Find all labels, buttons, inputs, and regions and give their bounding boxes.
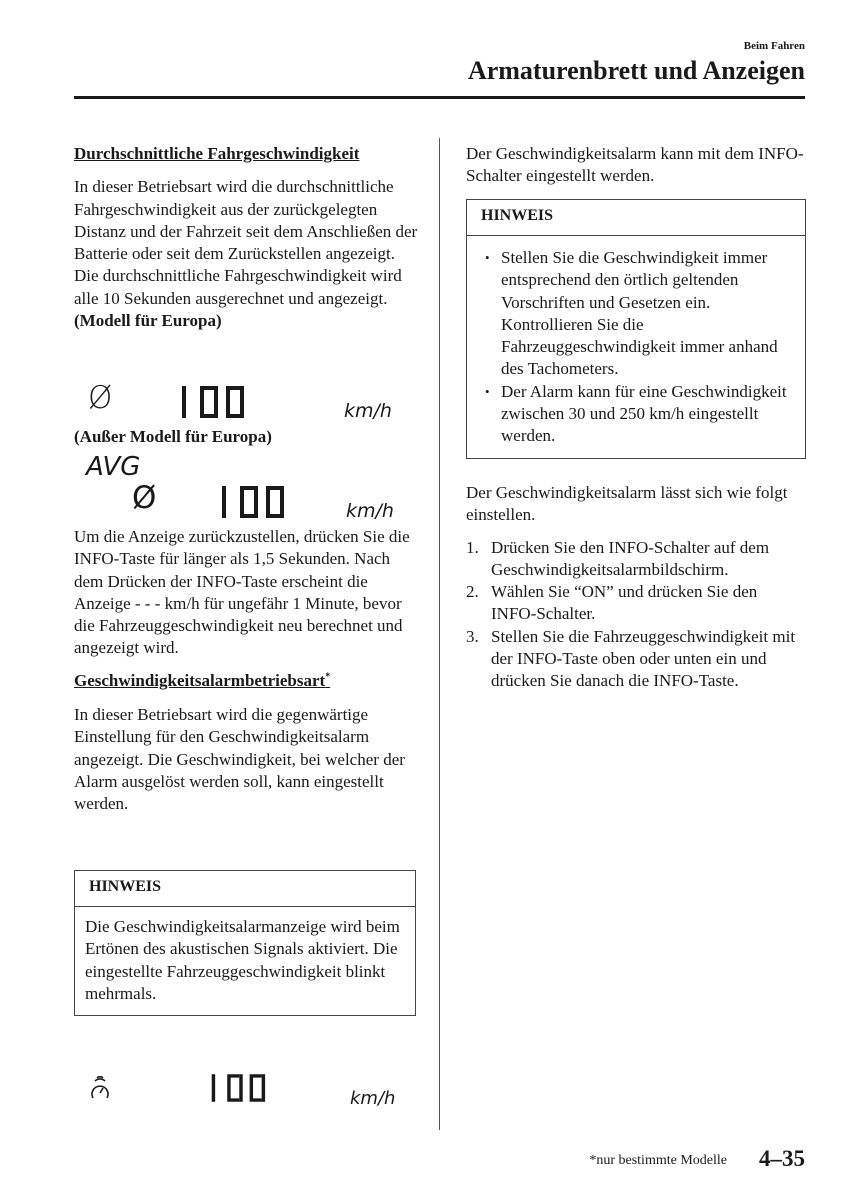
note-box-left: [74, 870, 416, 1016]
speed-alarm-icon: [88, 1076, 112, 1102]
label-model-non-europe: (Außer Modell für Europa): [74, 427, 272, 446]
display1-value: 100: [180, 384, 182, 385]
segment-digits-100: [180, 384, 252, 420]
paragraph-alarm-howto: Der Geschwindigkeitsalarm lässt sich wie folgt einstellen.: [466, 483, 788, 525]
step-item: [466, 581, 806, 626]
note-bullet: • Stellen Sie die Geschwindigkeit immer entsprechend den örtlich geltenden Vorschriften und Gesetzen ein. Kontrollieren Sie die Fahrzeuggeschwindigkeit immer anhand des Tachometers.: [477, 247, 795, 381]
step-text: Wählen Sie “ON” und drücken Sie den INFO-Schalter.: [491, 582, 758, 624]
segment-digits-100: [220, 484, 292, 520]
page-number: 4–35: [759, 1146, 805, 1171]
average-symbol: Ø: [88, 380, 113, 416]
note-heading: HINWEIS: [75, 871, 415, 907]
note-bullets: [477, 247, 795, 448]
step-item: [466, 626, 806, 693]
note-heading: HINWEIS: [467, 200, 805, 236]
step-item: [466, 537, 806, 582]
header-rule: [74, 96, 805, 99]
note-box-right: [466, 199, 806, 459]
note-bullet: • Der Alarm kann für eine Geschwindigkeit zwischen 30 und 250 km/h eingestellt werden.: [477, 381, 795, 448]
avg-label: AVG: [86, 452, 141, 482]
right-column-lower: [466, 482, 806, 693]
section-label: Beim Fahren: [743, 40, 805, 52]
note-text: Die Geschwindigkeitsalarmanzeige wird beim Ertönen des akustischen Signals aktiviert. Die eingestellte Fahrzeuggeschwindigkeit blinkt mehrmals.: [85, 917, 400, 1003]
paragraph-reset: Um die Anzeige zurückzustellen, drücken Sie die INFO-Taste für länger als 1,5 Sekunden. Nach dem Drücken der INFO-Taste erscheint die Anzeige - - - km/h für ungefähr 1 Minute, bevor die Fahrzeuggeschwindigkeit neu berechnet und angezeigt wird.: [74, 527, 410, 658]
display-average-europe: [74, 380, 420, 426]
heading-speed-alarm-text: Geschwindigkeitsalarmbetriebsart: [74, 670, 326, 690]
label-model-europe: (Modell für Europa): [74, 311, 222, 331]
step-text: Drücken Sie den INFO-Schalter auf dem Geschwindigkeitsalarmbildschirm.: [491, 537, 770, 579]
heading-average-speed: Durchschnittliche Fahrgeschwindigkeit: [74, 144, 360, 163]
step-text: Stellen Sie die Fahrzeuggeschwindigkeit mit der INFO-Taste oben oder unten ein und drücken Sie danach die INFO-Taste.: [491, 626, 796, 691]
display-average-non-europe: [74, 452, 420, 524]
left-column: [74, 143, 420, 332]
segment-digits-100: [210, 1072, 272, 1104]
paragraph-alarm-info: Der Geschwindigkeitsalarm kann mit dem INFO-Schalter eingestellt werden.: [466, 144, 804, 186]
step-number: 2.: [466, 582, 479, 602]
display3-value: 100: [210, 1072, 212, 1074]
paragraph-average-speed: In dieser Betriebsart wird die durchschnittliche Fahrgeschwindigkeit aus der zurückgelegten Distanz und der Fahrzeit seit dem Anschließen der Batterie oder seit dem Zurückstellen angezeigt. Die durchschnittliche Fahrgeschwindigkeit wird alle 10 Sekunden ausgerechnet und angezeigt.: [74, 177, 418, 308]
footnote: *nur bestimmte Modelle: [589, 1153, 727, 1168]
unit-kmh: km/h: [346, 500, 394, 522]
left-column-lower: [74, 526, 420, 816]
column-divider: [439, 138, 440, 1130]
paragraph-speed-alarm: In dieser Betriebsart wird die gegenwärtige Einstellung für den Geschwindigkeitsalarm angezeigt. Die Geschwindigkeit, bei welcher der Alarm ausgelöst werden soll, kann eingestellt werden.: [74, 705, 405, 814]
display2-value: 100: [220, 484, 222, 485]
label-non-europe-wrap: [74, 426, 420, 448]
footnote-mark: *: [325, 671, 331, 683]
unit-kmh: km/h: [350, 1088, 396, 1109]
step-number: 1.: [466, 537, 479, 557]
page-title: Armaturenbrett und Anzeigen: [467, 56, 805, 85]
display-speed-alarm: [74, 1070, 420, 1110]
average-symbol: Ø: [132, 480, 157, 516]
heading-speed-alarm: [74, 670, 420, 692]
step-number: 3.: [466, 626, 479, 646]
right-column: [466, 143, 806, 188]
steps-list: [466, 537, 806, 693]
unit-kmh: km/h: [344, 400, 392, 422]
